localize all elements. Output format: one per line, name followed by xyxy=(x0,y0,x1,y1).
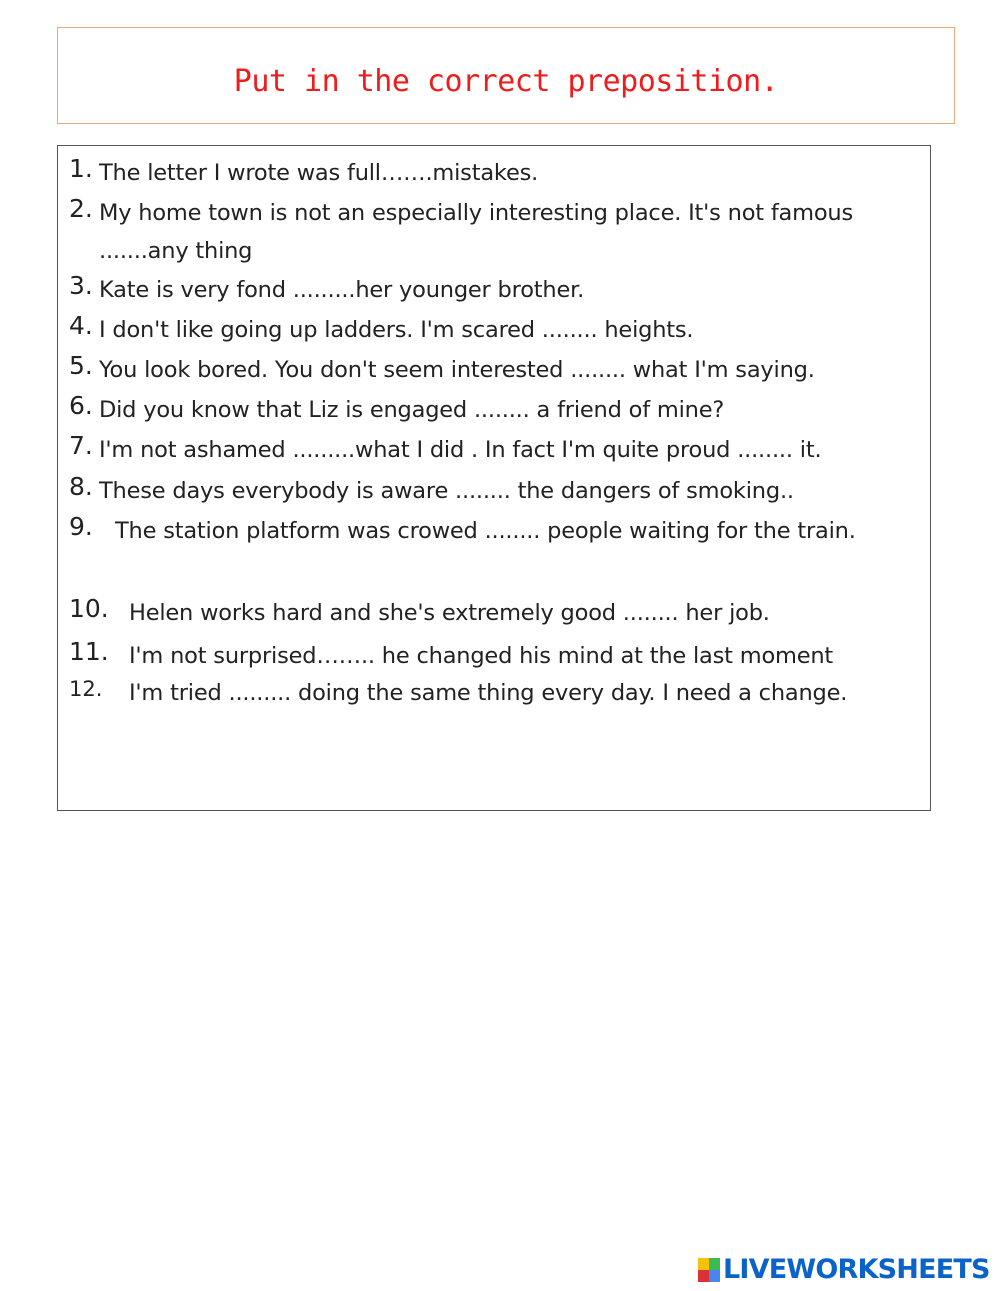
item-text: I don't like going up ladders. I'm scared ........ heights. xyxy=(99,317,694,343)
logo-square xyxy=(709,1258,720,1270)
item-number: 7. xyxy=(69,431,93,460)
item-text: You look bored. You don't seem interested ........ what I'm saying. xyxy=(99,357,815,383)
item-text: These days everybody is aware ........ the dangers of smoking.. xyxy=(99,478,794,504)
item-text: I'm not surprised…….. he changed his mind at the last moment xyxy=(129,643,834,669)
item-number: 6. xyxy=(69,391,93,420)
item-number: 3. xyxy=(69,271,93,300)
item-text: Did you know that Liz is engaged ........ a friend of mine? xyxy=(99,397,725,423)
item-number: 2. xyxy=(69,194,93,223)
item-number: 5. xyxy=(69,351,93,380)
item-text: Kate is very fond .........her younger brother. xyxy=(99,277,585,303)
item-number: 12. xyxy=(69,677,103,701)
item-number: 11. xyxy=(69,637,109,666)
exercise-list xyxy=(57,145,931,811)
item-number: 1. xyxy=(69,154,93,183)
item-number: 4. xyxy=(69,311,93,340)
logo-square xyxy=(709,1270,720,1282)
item-text: Helen works hard and she's extremely good ........ her job. xyxy=(129,600,770,626)
item-number: 8. xyxy=(69,472,93,501)
liveworksheets-logo-icon xyxy=(698,1258,720,1282)
logo-square xyxy=(698,1258,709,1270)
logo-text: LIVEWORKSHEETS xyxy=(723,1254,990,1285)
item-text: The letter I wrote was full…….mistakes. xyxy=(99,160,539,186)
item-text: I'm tried ......... doing the same thing every day. I need a change. xyxy=(129,680,848,706)
item-number: 10. xyxy=(69,594,109,623)
item-text: I'm not ashamed .........what I did . In fact I'm quite proud ........ it. xyxy=(99,437,822,463)
logo-square xyxy=(698,1270,709,1282)
item-number: 9. xyxy=(69,512,93,541)
item-text: The station platform was crowed ........ people waiting for the train. xyxy=(115,518,856,544)
title-box xyxy=(57,27,955,124)
item-text: My home town is not an especially interesting place. It's not famous .......any thing xyxy=(99,200,854,264)
page-title: Put in the correct preposition. xyxy=(233,64,779,99)
liveworksheets-logo xyxy=(698,1254,990,1285)
